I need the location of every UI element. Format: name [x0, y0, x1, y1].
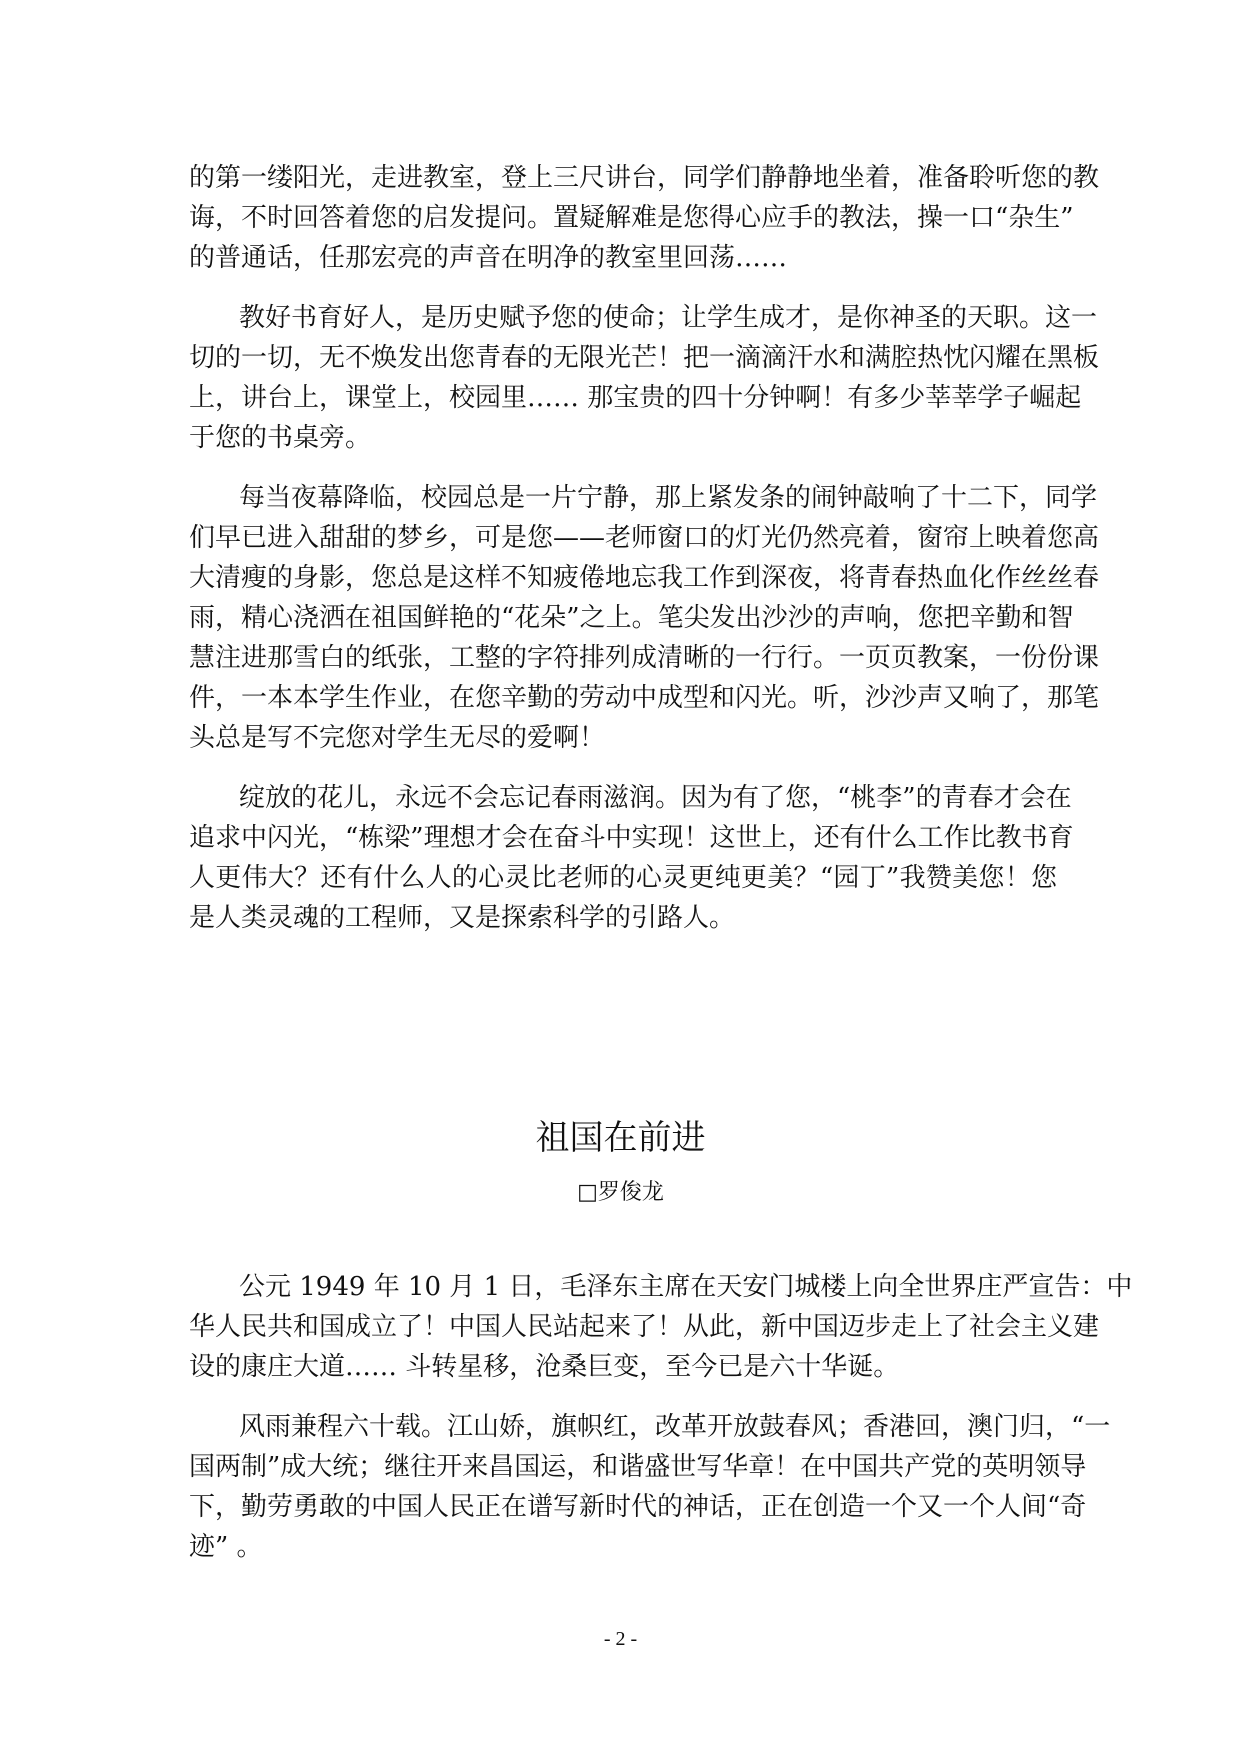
article-body: [189, 1267, 1133, 1587]
article-title: 祖国在前进: [535, 1118, 706, 1158]
text-line: 件，一本本学生作业，在您辛勤的劳动中成型和闪光。听，沙沙声又响了，那笔: [189, 683, 1100, 713]
paragraph: [189, 158, 1100, 278]
paragraph: [189, 778, 1074, 938]
text-line: 大清瘦的身影，您总是这样不知疲倦地忘我工作到深夜，将青春热血化作丝丝春: [189, 563, 1100, 593]
text-line: 的第一缕阳光，走进教室，登上三尺讲台，同学们静静地坐着，准备聆听您的教: [189, 163, 1100, 193]
text-line: 诲，不时回答着您的启发提问。置疑解难是您得心应手的教法，操一口“杂生”: [189, 203, 1074, 233]
text-line: 人更伟大？还有什么人的心灵比老师的心灵更纯更美？“园丁”我赞美您！您: [189, 863, 1057, 893]
text-line: 下，勤劳勇敢的中国人民正在谱写新时代的神话，正在创造一个又一个人间“奇: [189, 1492, 1087, 1522]
paragraph: [189, 1407, 1111, 1567]
text-line: 们早已进入甜甜的梦乡，可是您——老师窗口的灯光仍然亮着，窗帘上映着您高: [189, 523, 1100, 553]
paragraph: [189, 478, 1100, 758]
text-line: 头总是写不完您对学生无尽的爱啊！: [189, 723, 606, 753]
text-line: 上，讲台上，课堂上，校园里…… 那宝贵的四十分钟啊！有多少莘莘学子崛起: [189, 383, 1082, 413]
paragraph: [189, 298, 1100, 458]
text-line: 风雨兼程六十载。江山娇，旗帜红，改革开放鼓春风；香港回，澳门归，“一: [239, 1412, 1111, 1442]
text-line: 是人类灵魂的工程师，又是探索科学的引路人。: [189, 903, 736, 933]
text-line: 雨，精心浇洒在祖国鲜艳的“花朵”之上。笔尖发出沙沙的声响，您把辛勤和智: [189, 603, 1074, 633]
previous-article-body: [189, 158, 1100, 958]
text-line: 华人民共和国成立了！中国人民站起来了！从此，新中国迈步走上了社会主义建: [189, 1312, 1100, 1342]
text-line: 设的康庄大道…… 斗转星移，沧桑巨变，至今已是六十华诞。: [189, 1352, 900, 1382]
text-line: 的普通话，任那宏亮的声音在明净的教室里回荡……: [189, 243, 788, 273]
article-author: □罗俊龙: [577, 1180, 664, 1205]
paragraph: [189, 1267, 1133, 1387]
text-line: 教好书育好人，是历史赋予您的使命；让学生成才，是你神圣的天职。这一: [239, 303, 1098, 333]
page-number: - 2 -: [603, 1628, 638, 1650]
text-line: 切的一切，无不焕发出您青春的无限光芒！把一滴滴汗水和满腔热忱闪耀在黑板: [189, 343, 1100, 373]
text-line: 迹” 。: [189, 1532, 263, 1562]
text-line: 追求中闪光，“栋梁”理想才会在奋斗中实现！这世上，还有什么工作比教书育: [189, 823, 1074, 853]
text-line: 每当夜幕降临，校园总是一片宁静，那上紧发条的闹钟敲响了十二下，同学: [239, 483, 1098, 513]
text-line: 绽放的花儿，永远不会忘记春雨滋润。因为有了您，“桃李”的青春才会在: [239, 783, 1072, 813]
text-line: 慧注进那雪白的纸张，工整的字符排列成清晰的一行行。一页页教案，一份份课: [189, 643, 1100, 673]
text-line: 于您的书桌旁。: [189, 423, 372, 453]
text-line: 公元 1949 年 10 月 1 日，毛泽东主席在天安门城楼上向全世界庄严宣告：中: [239, 1272, 1133, 1302]
text-line: 国两制”成大统；继往开来昌国运，和谐盛世写华章！在中国共产党的英明领导: [189, 1452, 1087, 1482]
